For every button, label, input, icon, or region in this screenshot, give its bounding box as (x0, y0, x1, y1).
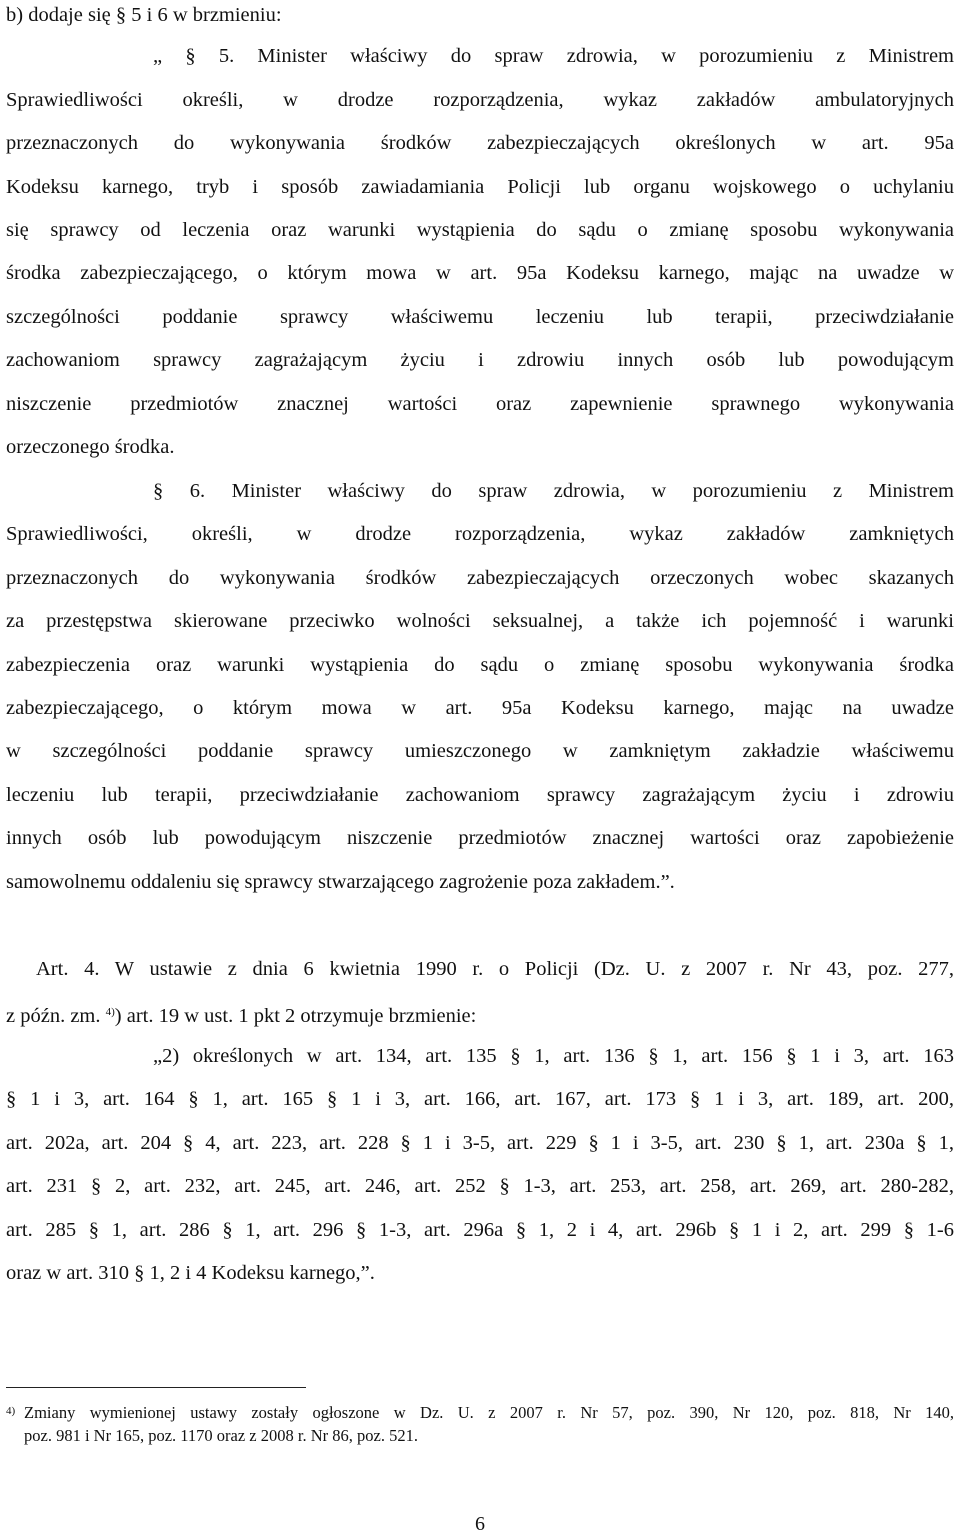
para5-line: Kodeksu karnego, tryb i sposób zawiadamiania Policji lub organu wojskowego o uchylaniu (6, 176, 954, 198)
pkt2-line: oraz w art. 310 § 1, 2 i 4 Kodeksu karnego,”. (6, 1262, 375, 1284)
art4-second-line (6, 999, 954, 1029)
para5-line: przeznaczonych do wykonywania środków zabezpieczających określonych w art. 95a (6, 132, 954, 154)
para6-line: § 6. Minister właściwy do spraw zdrowia, w porozumieniu z Ministrem (153, 480, 954, 502)
para6-line: w szczególności poddanie sprawcy umieszczonego w zamkniętym zakładzie właściwemu (6, 740, 954, 762)
para5-line: się sprawcy od leczenia oraz warunki wystąpienia do sądu o zmianę sposobu wykonywania (6, 219, 954, 241)
para6-line: Sprawiedliwości, określi, w drodze rozporządzenia, wykaz zakładów zamkniętych (6, 523, 954, 545)
para5-line: niszczenie przedmiotów znacznej wartości oraz zapewnienie sprawnego wykonywania (6, 393, 954, 415)
para6-line: leczeniu lub terapii, przeciwdziałanie zachowaniom sprawcy zagrażającym życiu i zdrowiu (6, 784, 954, 806)
para6-line: przeznaczonych do wykonywania środków zabezpieczających orzeczonych wobec skazanych (6, 567, 954, 589)
pkt2-line: „2) określonych w art. 134, art. 135 § 1, art. 136 § 1, art. 156 § 1 i 3, art. 163 (153, 1045, 954, 1067)
page-number: 6 (475, 1513, 485, 1535)
para5-line: Sprawiedliwości określi, w drodze rozporządzenia, wykaz zakładów ambulatoryjnych (6, 89, 954, 111)
footnote-reference: 4) (105, 1006, 115, 1018)
para6-line: samowolnemu oddaleniu się sprawcy stwarzającego zagrożenie poza zakładem.”. (6, 871, 675, 893)
pkt2-line: art. 202a, art. 204 § 4, art. 223, art. 228 § 1 i 3-5, art. 229 § 1 i 3-5, art. 230 § 1, art. 230a § 1, (6, 1132, 954, 1154)
para6-line: za przestępstwa skierowane przeciwko wolności seksualnej, a także ich pojemność i warunki (6, 610, 954, 632)
pkt2-line: art. 285 § 1, art. 286 § 1, art. 296 § 1-3, art. 296a § 1, 2 i 4, art. 296b § 1 i 2, art. 299 § 1-6 (6, 1219, 954, 1241)
para5-line: środka zabezpieczającego, o którym mowa w art. 95a Kodeksu karnego, mając na uwadze w (6, 262, 954, 284)
footnote-marker: 4) (6, 1405, 16, 1417)
para6-line: innych osób lub powodującym niszczenie przedmiotów znacznej wartości oraz zapobieżenie (6, 827, 954, 849)
para5-line: „ § 5. Minister właściwy do spraw zdrowia, w porozumieniu z Ministrem (153, 45, 954, 67)
art4-heading: Art. 4. W ustawie z dnia 6 kwietnia 1990 r. o Policji (Dz. U. z 2007 r. Nr 43, poz. 277, (36, 958, 954, 980)
art4-text-pre: z późn. zm. (6, 1005, 101, 1027)
footnote-text: Zmiany wymienionej ustawy zostały ogłoszone w Dz. U. z 2007 r. Nr 57, poz. 390, Nr 120, poz. 818, Nr 140, (24, 1403, 954, 1422)
footnote-text: poz. 981 i Nr 165, poz. 1170 oraz z 2008 r. Nr 86, poz. 521. (24, 1426, 418, 1445)
pkt2-line: § 1 i 3, art. 164 § 1, art. 165 § 1 i 3, art. 166, art. 167, art. 173 § 1 i 3, art. 189, art. 200, (6, 1088, 954, 1110)
para6-line: zabezpieczającego, o którym mowa w art. 95a Kodeksu karnego, mając na uwadze (6, 697, 954, 719)
footnote-separator (6, 1387, 306, 1388)
para5-line: orzeczonego środka. (6, 436, 175, 458)
para5-line: szczególności poddanie sprawcy właściwemu leczeniu lub terapii, przeciwdziałanie (6, 306, 954, 328)
art4-text-post: ) art. 19 w ust. 1 pkt 2 otrzymuje brzmienie: (114, 1005, 477, 1027)
pkt2-line: art. 231 § 2, art. 232, art. 245, art. 246, art. 252 § 1-3, art. 253, art. 258, art. 269, art. 280-282, (6, 1175, 954, 1197)
intro-line: b) dodaje się § 5 i 6 w brzmieniu: (6, 4, 282, 26)
para6-line: zabezpieczenia oraz warunki wystąpienia do sądu o zmianę sposobu wykonywania środka (6, 654, 954, 676)
para5-line: zachowaniom sprawcy zagrażającym życiu i zdrowiu innych osób lub powodującym (6, 349, 954, 371)
